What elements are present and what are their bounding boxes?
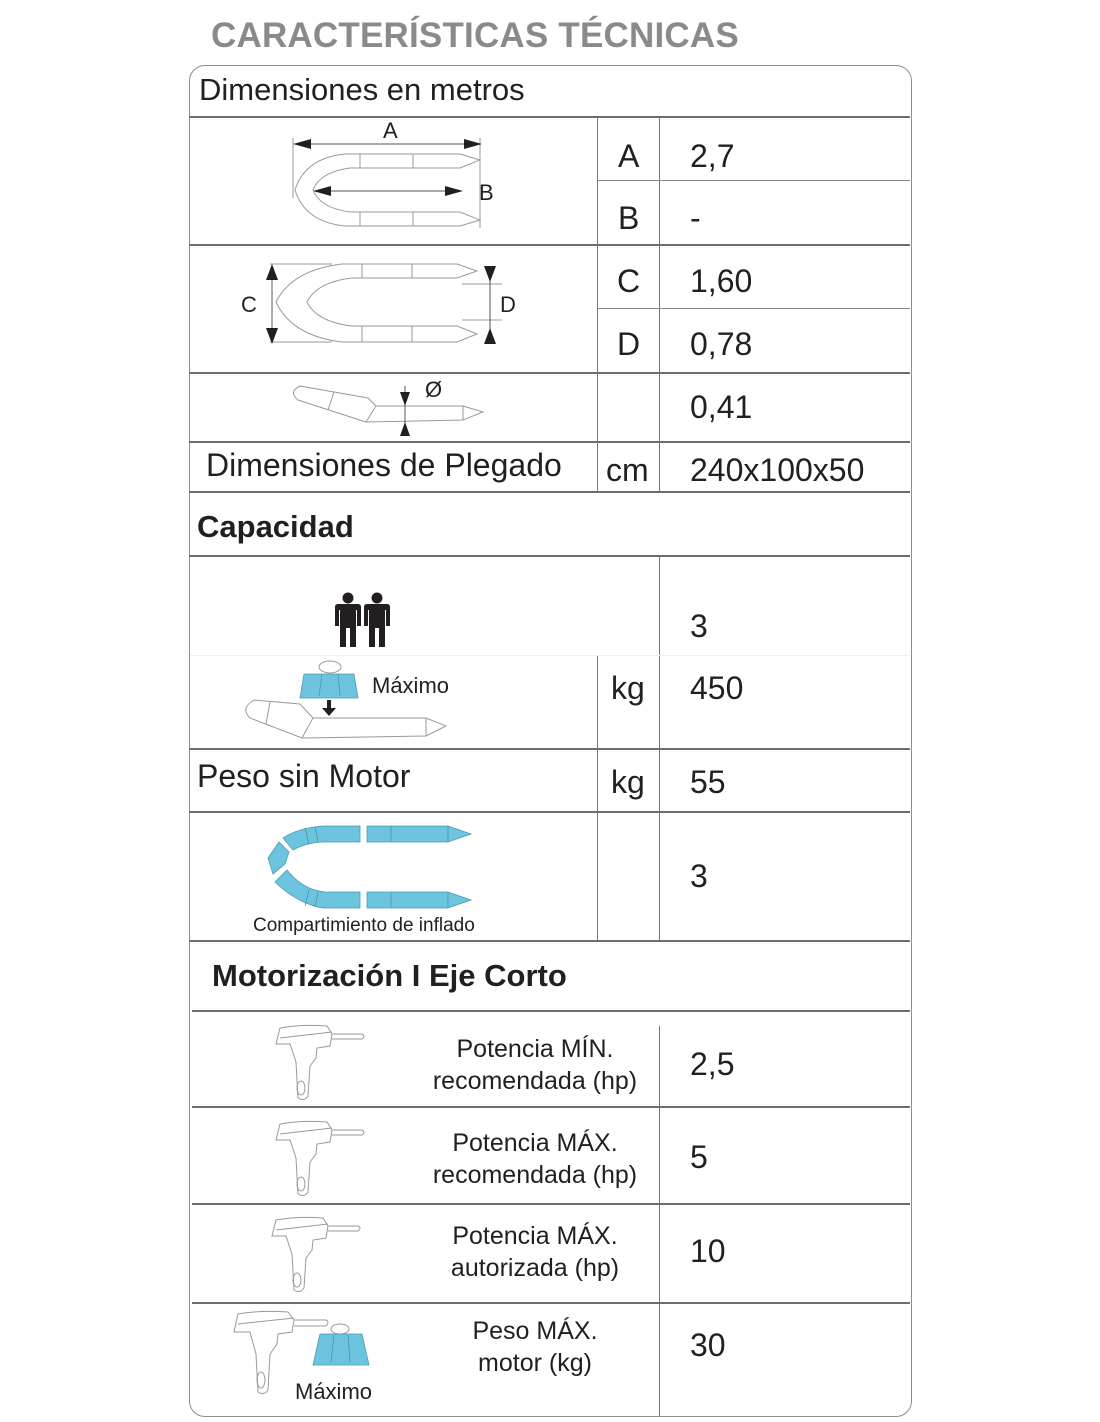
motor-row-value: 30 (690, 1327, 726, 1363)
inflation-chambers-icon (263, 822, 475, 912)
divider (189, 748, 910, 750)
divider (192, 1010, 910, 1012)
motor-weight-caption: Máximo (295, 1379, 373, 1404)
diagram-label-d: D (500, 292, 516, 317)
divider (192, 1106, 910, 1108)
motor-row-label-line2: recomendada (hp) (432, 1161, 638, 1189)
diagram-label-a: A (383, 118, 398, 143)
outboard-motor-icon (268, 1214, 378, 1296)
weight-no-motor-unit: kg (611, 764, 645, 800)
motor-row-label-line1: Potencia MÁX. (452, 1222, 618, 1250)
divider (190, 655, 910, 656)
persons-icon (333, 592, 393, 648)
dim-value-diameter: 0,41 (690, 389, 753, 425)
outboard-motor-icon (272, 1118, 382, 1200)
divider (189, 940, 910, 942)
dim-key-a: A (618, 138, 640, 174)
motor-row-label-line2: recomendada (hp) (432, 1067, 638, 1095)
motor-row-label-line1: Potencia MÁX. (452, 1129, 618, 1157)
weight-no-motor-value: 55 (690, 764, 726, 800)
dim-key-d: D (617, 326, 641, 362)
dim-value-c: 1,60 (690, 263, 753, 299)
dim-key-c: C (617, 263, 641, 299)
motor-row-value: 2,5 (690, 1046, 735, 1082)
persons-value: 3 (690, 608, 708, 644)
outboard-motor-icon (272, 1022, 382, 1104)
dimensions-heading: Dimensiones en metros (199, 72, 525, 107)
divider (189, 811, 910, 813)
page-title: CARACTERÍSTICAS TÉCNICAS (211, 16, 739, 55)
divider (189, 441, 910, 443)
motor-row-label-line2: autorizada (hp) (450, 1254, 620, 1282)
dim-value-b: - (690, 200, 701, 236)
column-divider (659, 117, 660, 493)
weight-no-motor-label: Peso sin Motor (197, 758, 411, 794)
column-divider (597, 656, 598, 941)
capacity-heading: Capacidad (197, 509, 354, 544)
folded-dimensions-unit: cm (606, 452, 649, 488)
dim-value-a: 2,7 (690, 138, 735, 174)
motor-row-label-line1: Potencia MÍN. (456, 1035, 614, 1063)
motor-row-label-line1: Peso MÁX. (472, 1317, 598, 1345)
tube-diameter-icon (288, 380, 488, 440)
motor-row-value: 10 (690, 1233, 726, 1269)
folded-dimensions-label: Dimensiones de Plegado (206, 447, 562, 483)
divider (192, 1302, 910, 1304)
divider (189, 372, 910, 374)
folded-dimensions-value: 240x100x50 (690, 452, 865, 488)
inflation-chambers-value: 3 (690, 858, 708, 894)
divider (189, 491, 910, 493)
dim-value-d: 0,78 (690, 326, 753, 362)
max-load-value: 450 (690, 670, 744, 706)
divider (189, 555, 910, 557)
diagram-label-b: B (479, 180, 494, 205)
motor-heading: Motorización I Eje Corto (212, 958, 567, 993)
diagram-label-c: C (241, 292, 257, 317)
diagram-label-diameter: Ø (425, 377, 443, 402)
divider (192, 1203, 910, 1205)
max-load-unit: kg (611, 670, 645, 706)
boat-top-view-cd-icon (262, 258, 502, 353)
motor-row-value: 5 (690, 1139, 708, 1175)
inflation-chambers-caption: Compartimiento de inflado (253, 915, 475, 936)
divider (598, 308, 910, 309)
max-load-caption: Máximo (372, 673, 450, 698)
motor-row-label-line2: motor (kg) (478, 1349, 592, 1377)
column-divider (597, 117, 598, 493)
divider (189, 244, 910, 246)
dim-key-b: B (618, 200, 640, 236)
divider (598, 180, 910, 181)
